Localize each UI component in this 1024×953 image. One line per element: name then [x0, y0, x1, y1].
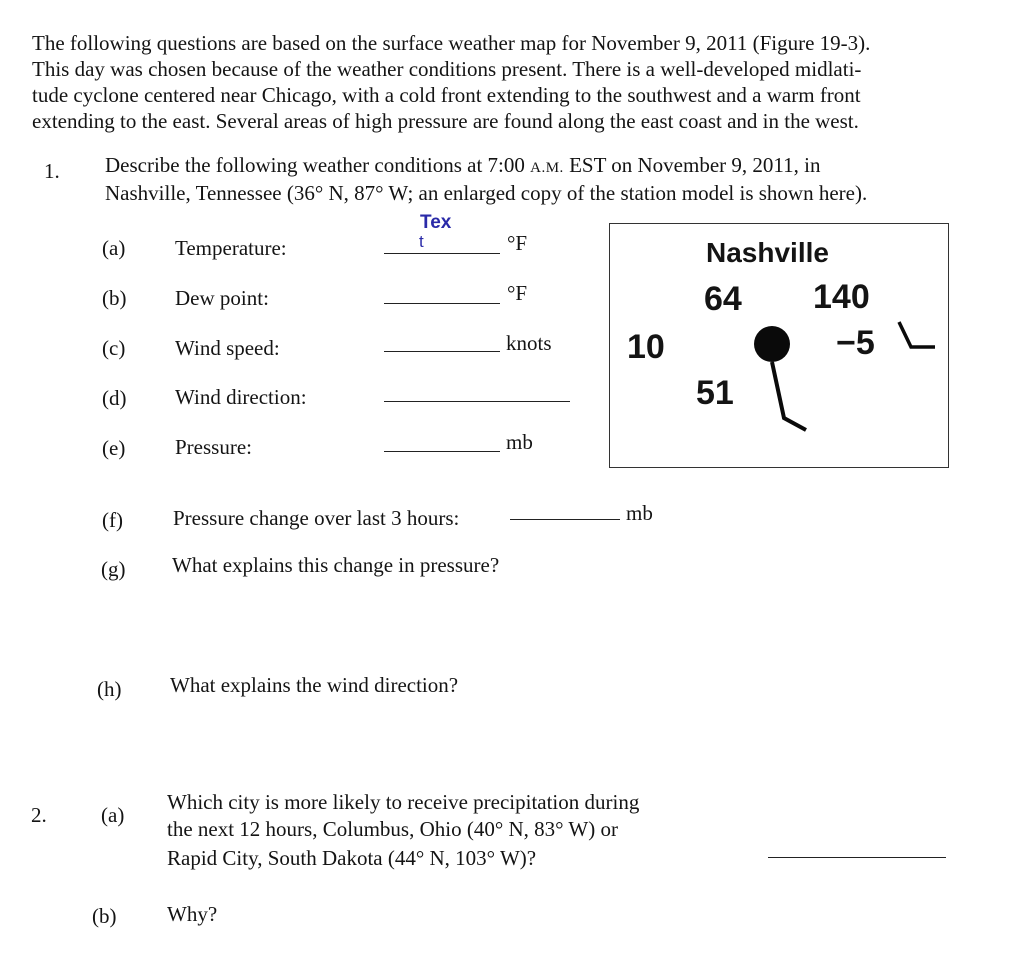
item-a-label: Temperature: [175, 236, 287, 260]
station-pressure: 140 [813, 278, 870, 316]
q1-line1-pre: Describe the following weather conditions at 7:00 [105, 153, 531, 177]
wind-barb-icon [772, 362, 806, 430]
item-a-unit: °F [507, 231, 528, 255]
item-f-unit: mb [626, 501, 653, 525]
question-1-line2: Nashville, Tennessee (36° N, 87° W; an enlarged copy of the station model is shown here). [105, 181, 868, 205]
intro-paragraph [32, 30, 952, 134]
item-g-label: What explains this change in pressure? [172, 553, 500, 577]
item-e-unit: mb [506, 430, 533, 454]
intro-line: The following questions are based on the surface weather map for November 9, 2011 (Figure 19-3). [32, 31, 871, 55]
item-b-label: Dew point: [175, 286, 269, 310]
question-1-line1 [105, 152, 820, 181]
item-e-letter: (e) [102, 436, 126, 460]
intro-line: This day was chosen because of the weather conditions present. There is a well-developed midlati- [32, 57, 862, 81]
item-f-letter: (f) [102, 508, 123, 532]
station-model-graphics [609, 223, 949, 468]
sky-cover-circle [754, 326, 790, 362]
q2-a-line: the next 12 hours, Columbus, Ohio (40° N, 83° W) or [167, 817, 618, 841]
q2-b-label: Why? [167, 902, 218, 926]
item-a-letter: (a) [102, 236, 126, 260]
overlay-text: Tex [420, 212, 452, 233]
wind-speed-answer-blank[interactable] [384, 351, 500, 352]
q2-a-answer-blank[interactable] [768, 857, 946, 858]
q1-line1-am: A.M. [530, 160, 564, 176]
item-b-letter: (b) [102, 286, 127, 310]
q2-a-letter: (a) [101, 803, 125, 827]
station-dew-point: 51 [696, 374, 734, 412]
dew-point-answer-blank[interactable] [384, 303, 500, 304]
question-1-number: 1. [44, 159, 60, 183]
temperature-answer-blank[interactable] [384, 253, 500, 254]
pressure-answer-blank[interactable] [384, 451, 500, 452]
q2-a-line: Which city is more likely to receive precipitation during [167, 790, 640, 814]
item-h-letter: (h) [97, 677, 122, 701]
intro-line: tude cyclone centered near Chicago, with a cold front extending to the southwest and a warm front [32, 83, 861, 107]
station-city: Nashville [706, 237, 829, 268]
item-b-unit: °F [507, 281, 528, 305]
item-c-letter: (c) [102, 336, 126, 360]
q2-b-letter: (b) [92, 904, 117, 928]
item-e-label: Pressure: [175, 435, 252, 459]
overlay-text-cursor: t [419, 232, 424, 251]
station-visibility: 10 [627, 328, 665, 366]
q2-a-line: Rapid City, South Dakota (44° N, 103° W)? [167, 846, 537, 870]
pressure-change-answer-blank[interactable] [510, 519, 620, 520]
item-c-label: Wind speed: [175, 336, 280, 360]
station-pressure-change: −5 [836, 324, 875, 362]
question-2-number: 2. [31, 803, 47, 827]
station-temperature: 64 [704, 280, 742, 318]
wind-direction-answer-blank[interactable] [384, 401, 570, 402]
item-h-label: What explains the wind direction? [170, 673, 459, 697]
item-d-label: Wind direction: [175, 385, 307, 409]
intro-line: extending to the east. Several areas of high pressure are found along the east coast and in the west. [32, 109, 859, 133]
item-f-label: Pressure change over last 3 hours: [173, 506, 460, 530]
item-g-letter: (g) [101, 557, 126, 581]
pressure-tendency-icon [899, 322, 935, 347]
item-c-unit: knots [506, 331, 552, 355]
item-d-letter: (d) [102, 386, 127, 410]
q1-line1-post: EST on November 9, 2011, in [563, 153, 821, 177]
